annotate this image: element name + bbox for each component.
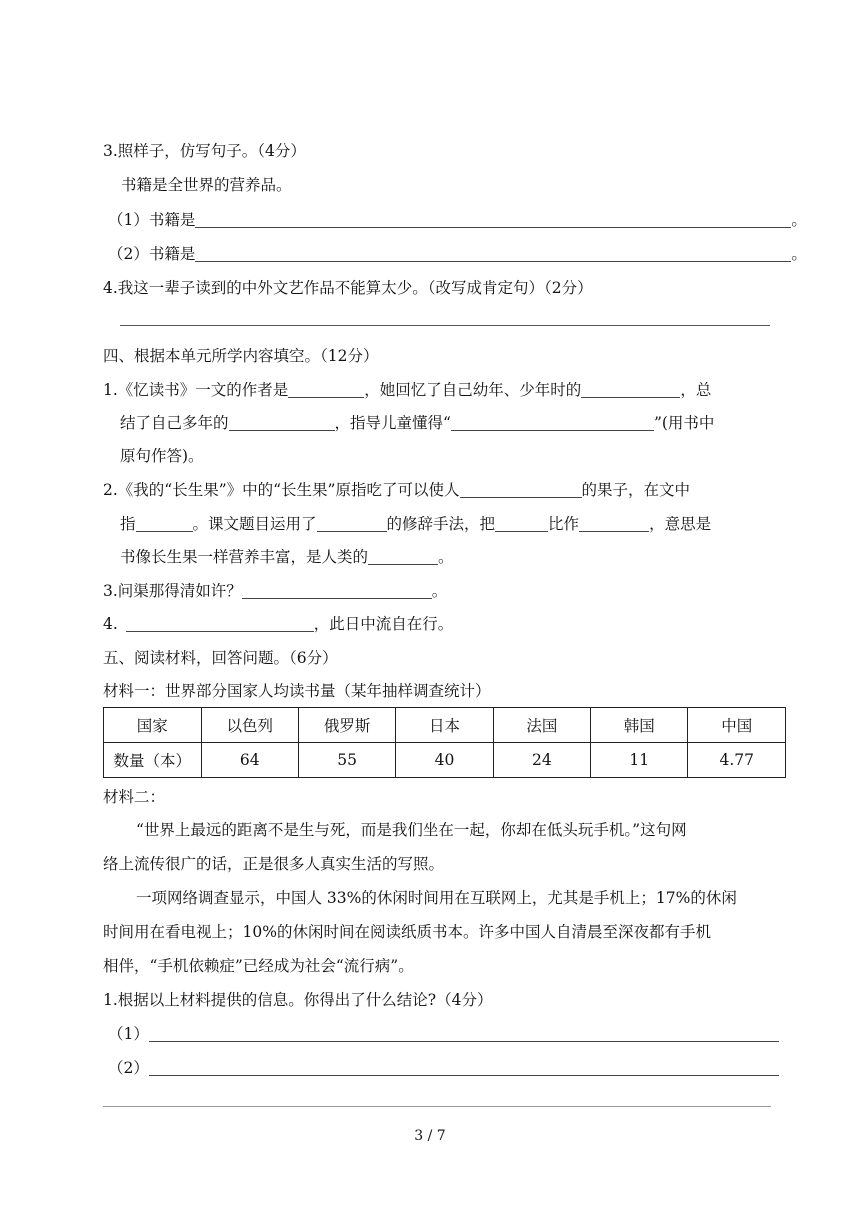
refers-blank[interactable] [136, 515, 193, 532]
text: 3.问渠那得清如许？ [103, 582, 242, 600]
material-2-p2-line3: 相伴，“手机依赖症”已经成为社会“流行病”。 [103, 957, 414, 975]
material-2-p2-line1: 一项网络调查显示，中国人 33%的休闲时间用在互联网上，尤其是手机上；17%的休闲 [136, 889, 737, 907]
sec4-q1-line3: 原句作答)。 [120, 447, 204, 465]
text: 指 [120, 515, 136, 533]
text: （1） [108, 1025, 149, 1043]
example-sentence: 书籍是全世界的营养品。 [121, 176, 292, 194]
table-cell: 24 [493, 743, 590, 778]
text: 。课文题目运用了 [192, 515, 317, 533]
answer-1-end: 。 [791, 211, 807, 229]
text: ，此日中流自在行。 [313, 615, 454, 633]
table-cell: 55 [298, 743, 395, 778]
text: ，总 [680, 381, 712, 399]
material-1-title: 材料一：世界部分国家人均读书量（某年抽样调查统计） [103, 682, 491, 700]
text: 4. [103, 615, 118, 633]
answer-line-1 [108, 210, 807, 230]
question-4-title: 4.我这一辈子读到的中外文艺作品不能算太少。（改写成肯定句）（2分） [103, 279, 593, 297]
experience-blank[interactable] [229, 414, 335, 431]
table-cell: 11 [591, 743, 688, 778]
table-cell: 法国 [493, 708, 590, 743]
material-2-title: 材料二： [103, 788, 166, 806]
table-cell: 40 [396, 743, 493, 778]
reading-blank[interactable] [581, 381, 680, 398]
text: 2.《我的“长生果”》中的“长生果”原指吃了可以使人 [103, 481, 460, 499]
poem-blank-1[interactable] [242, 582, 432, 599]
table-cell: 俄罗斯 [298, 708, 395, 743]
material-2-p1-line1: “世界上最远的距离不是生与死，而是我们坐在一起，你却在低头玩手机。”这句网 [136, 821, 687, 839]
sec4-q1-line1 [103, 380, 711, 400]
text: 书像长生果一样营养丰富，是人类的 [120, 548, 369, 566]
material-2-p1-line2: 络上流传很广的话，正是很多人真实生活的写照。 [103, 855, 445, 873]
text: ，指导儿童懂得“ [334, 414, 451, 432]
human-blank[interactable] [368, 548, 438, 565]
sec4-q4 [103, 614, 453, 634]
sec5-q1-title: 1.根据以上材料提供的信息。你得出了什么结论?（4分） [103, 991, 493, 1009]
text: 。 [438, 548, 454, 566]
answer-2-blank[interactable] [195, 245, 791, 262]
answer-1-blank[interactable] [195, 211, 791, 228]
text: 结了自己多年的 [120, 414, 229, 432]
table-cell: 中国 [688, 708, 786, 743]
text: 。 [431, 582, 448, 600]
table-cell: 数量（本） [104, 743, 202, 778]
reading-stats-table [103, 707, 786, 778]
text: （2） [108, 1059, 149, 1077]
sec4-q1-line2 [120, 413, 714, 433]
sec4-q2-line1 [103, 480, 690, 500]
answer-2-end: 。 [791, 245, 807, 263]
answer-line-2 [108, 244, 807, 264]
text: 1.《忆读书》一文的作者是 [103, 381, 289, 399]
text: 比作 [548, 515, 580, 533]
conclusion-line-1 [108, 1024, 779, 1044]
table-cell: 64 [201, 743, 298, 778]
conclusion-line-2 [108, 1058, 779, 1078]
conclusion-2-blank[interactable] [149, 1059, 779, 1076]
poem-blank-2[interactable] [126, 615, 314, 632]
answer-1-label: （1）书籍是 [108, 211, 196, 229]
table-cell: 以色列 [201, 708, 298, 743]
text: ，意思是 [649, 515, 712, 533]
rhetoric-blank[interactable] [317, 515, 387, 532]
text: 的果子，在文中 [581, 481, 691, 499]
sec4-q2-line2 [120, 514, 711, 534]
table-row [104, 708, 786, 743]
answer-2-label: （2）书籍是 [108, 245, 196, 263]
object-blank[interactable] [579, 515, 649, 532]
table-cell: 日本 [396, 708, 493, 743]
table-cell: 4.77 [688, 743, 786, 778]
table-row [104, 743, 786, 778]
fruit-effect-blank[interactable] [460, 481, 582, 498]
section-4-heading: 四、根据本单元所学内容填空。（12分） [103, 347, 379, 365]
material-2-p2-line2: 时间用在看电视上；10%的休闲时间在阅读纸质书本。许多中国人自清晨至深夜都有手机 [103, 923, 711, 941]
text: ，她回忆了自己幼年、少年时的 [364, 381, 582, 399]
question-4-answer-line[interactable] [120, 325, 770, 326]
conclusion-1-blank[interactable] [149, 1025, 779, 1042]
section-5-heading: 五、阅读材料，回答问题。（6分） [103, 649, 338, 667]
footer-divider [103, 1106, 771, 1107]
text: 的修辞手法，把 [386, 515, 496, 533]
sec4-q2-line3 [120, 547, 454, 567]
author-blank[interactable] [288, 381, 364, 398]
text: ”(用书中 [653, 414, 715, 432]
question-3-title: 3.照样子，仿写句子。（4分） [103, 142, 306, 160]
table-cell: 韩国 [591, 708, 688, 743]
sec4-q3 [103, 581, 447, 601]
page-number: 3 / 7 [414, 1128, 446, 1144]
quote-blank[interactable] [451, 414, 654, 431]
subject-blank[interactable] [495, 515, 548, 532]
table-cell: 国家 [104, 708, 202, 743]
